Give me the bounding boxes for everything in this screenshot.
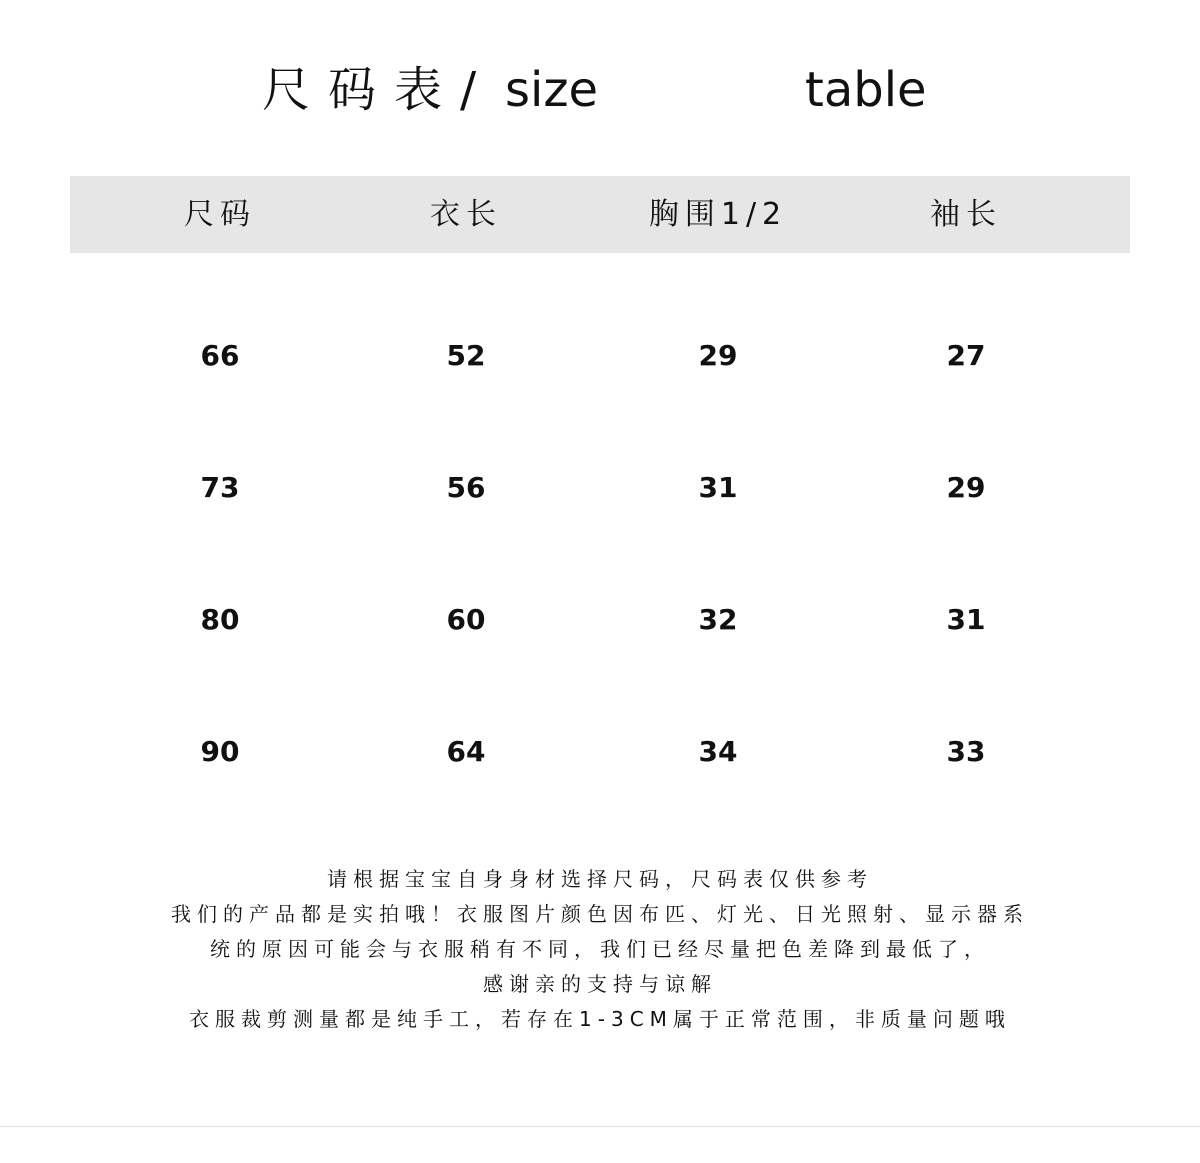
size-notes — [0, 862, 1200, 1037]
cell-length: 56 — [446, 471, 486, 504]
table-row — [70, 590, 1130, 650]
title-chinese: 尺码表/ — [262, 62, 495, 118]
table-row — [70, 722, 1130, 782]
note-line: 感谢亲的支持与谅解 — [483, 972, 717, 996]
size-table-header — [70, 176, 1130, 253]
note-line: 我们的产品都是实拍哦！衣服图片颜色因布匹、灯光、日光照射、显示器系 — [171, 902, 1029, 926]
header-sleeve: 袖长 — [930, 197, 1002, 232]
cell-sleeve: 33 — [946, 735, 986, 768]
cell-size: 66 — [200, 339, 240, 372]
header-size: 尺码 — [184, 197, 256, 232]
page-title — [0, 58, 1200, 128]
cell-length: 60 — [446, 603, 486, 636]
cell-sleeve: 27 — [946, 339, 986, 372]
note-line: 统的原因可能会与衣服稍有不同，我们已经尽量把色差降到最低了， — [210, 937, 990, 961]
bottom-divider — [0, 1126, 1200, 1127]
cell-length: 52 — [446, 339, 486, 372]
cell-size: 73 — [200, 471, 240, 504]
header-length: 衣长 — [430, 197, 502, 232]
cell-half-chest: 32 — [698, 603, 738, 636]
title-english-table: table — [805, 62, 927, 118]
cell-size: 80 — [200, 603, 240, 636]
header-half-chest: 胸围1/2 — [648, 197, 788, 232]
cell-half-chest: 29 — [698, 339, 738, 372]
cell-half-chest: 34 — [698, 735, 738, 768]
cell-sleeve: 29 — [946, 471, 986, 504]
note-line: 衣服裁剪测量都是纯手工，若存在1-3CM属于正常范围，非质量问题哦 — [189, 1007, 1011, 1031]
cell-sleeve: 31 — [946, 603, 986, 636]
table-row — [70, 458, 1130, 518]
note-line: 请根据宝宝自身身材选择尺码，尺码表仅供参考 — [327, 867, 873, 891]
cell-size: 90 — [200, 735, 240, 768]
cell-length: 64 — [446, 735, 486, 768]
title-english-size: size — [505, 62, 599, 118]
cell-half-chest: 31 — [698, 471, 738, 504]
table-row — [70, 326, 1130, 386]
